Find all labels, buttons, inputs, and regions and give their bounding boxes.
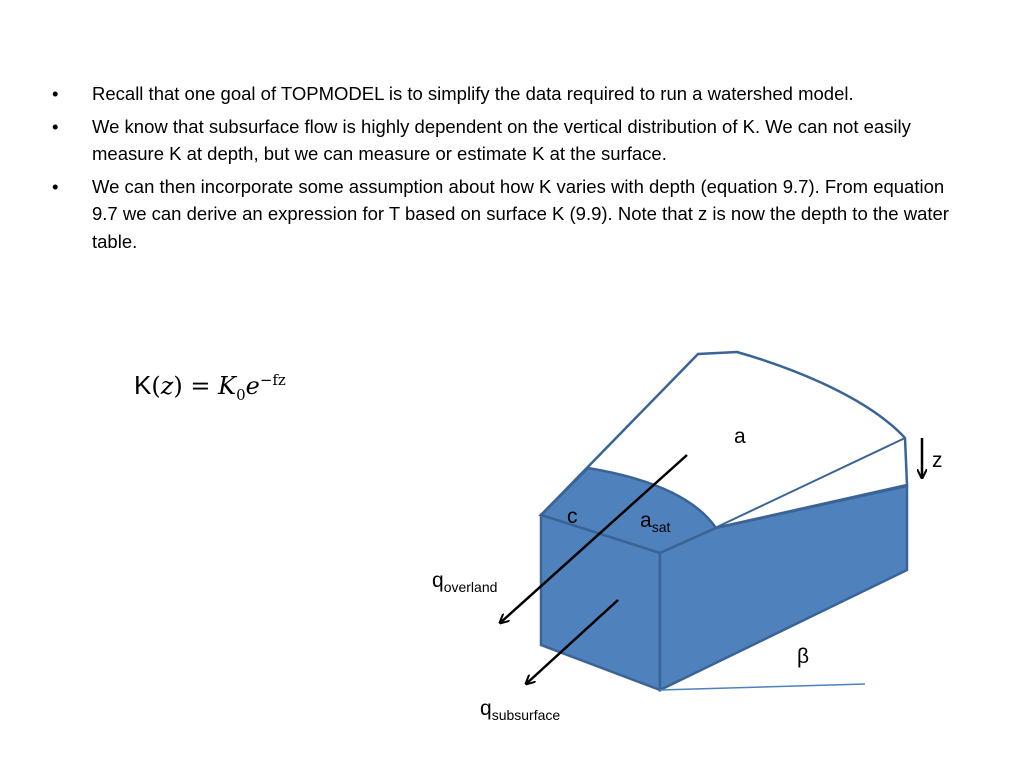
- overland-flow-label: [432, 570, 497, 594]
- equation-exponent: −fz: [259, 371, 286, 389]
- equation-base: K: [218, 372, 237, 400]
- bullet-marker: •: [52, 83, 59, 104]
- subsurface-flow-label-sub: subsurface: [491, 707, 561, 724]
- bullet-text: We can then incorporate some assumption about how K varies with depth (equation 9.7). From equation 9.7 we can derive an expression for T based on surface K (9.9). Note that z is now the depth to the water table.: [92, 175, 949, 252]
- equation-exp-base: e: [245, 372, 260, 400]
- contour-length-label: c: [567, 505, 578, 528]
- equation-close-paren: ): [173, 372, 183, 400]
- saturated-area-label-sub: sat: [651, 519, 671, 536]
- equation-open-paren: (: [151, 372, 161, 400]
- equation-lhs-symbol: K: [134, 370, 152, 400]
- overland-flow-label-main: q: [432, 569, 444, 592]
- subsurface-flow-label-main: q: [480, 697, 492, 720]
- bullet-text: Recall that one goal of TOPMODEL is to simplify the data required to run a watershed model.: [92, 83, 854, 104]
- equation-equals: =: [182, 372, 219, 400]
- depth-label: z: [932, 449, 943, 472]
- overland-flow-label-sub: overland: [443, 579, 498, 596]
- bullet-marker: •: [52, 175, 59, 197]
- saturated-area-label-main: a: [640, 509, 652, 532]
- bullet-text: We know that subsurface flow is highly dependent on the vertical distribution of K. We can not easily measure K at depth, but we can measure or estimate K at the surface.: [92, 115, 911, 164]
- saturated-area-label: [640, 510, 670, 534]
- subsurface-flow-label: [480, 698, 560, 722]
- bullet-marker: •: [52, 115, 59, 137]
- equation-lhs-var: z: [160, 372, 174, 400]
- slope-angle-label: β: [797, 645, 810, 668]
- slope-base-line: [660, 684, 865, 690]
- equation-base-subscript: 0: [236, 385, 246, 404]
- upslope-area-label: a: [734, 425, 746, 448]
